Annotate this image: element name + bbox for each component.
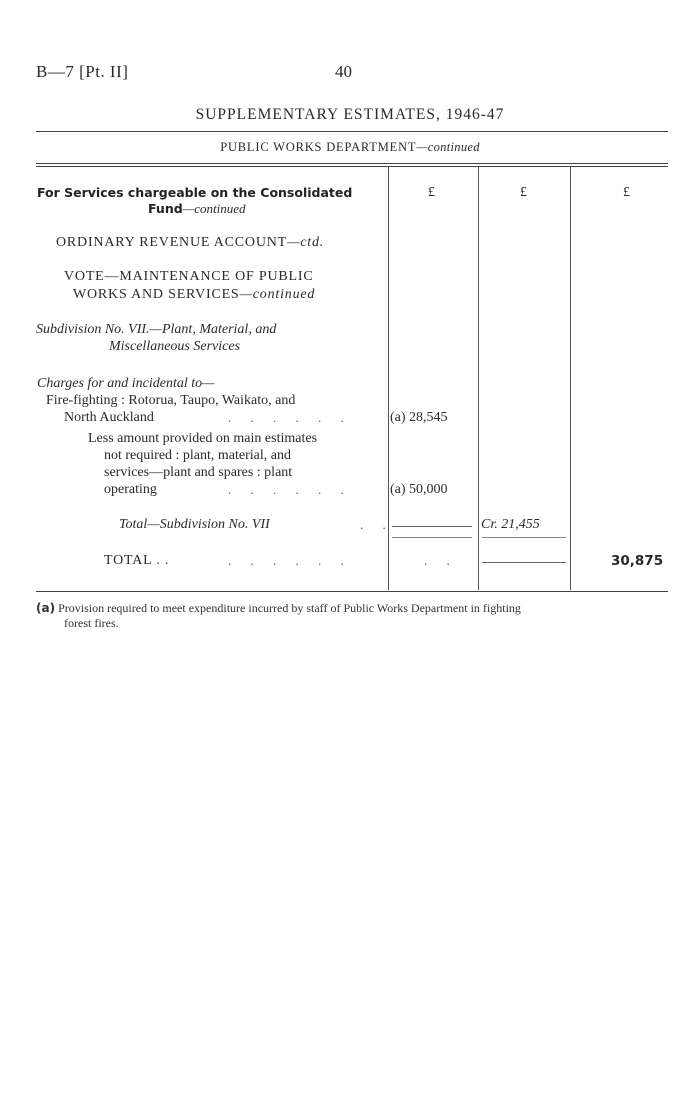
department-heading — [0, 140, 700, 155]
total-leader-dots: . . . . . . — [228, 553, 352, 568]
subtotal-leader-dots: . . — [360, 517, 394, 532]
table-top-rule — [36, 163, 668, 164]
total-col1-top-rule — [392, 537, 472, 538]
table-bottom-rule — [36, 591, 668, 592]
table-top-rule-double — [36, 166, 668, 167]
fire-fighting-amount: (a) 28,545 — [390, 410, 448, 425]
department-name: PUBLIC WORKS DEPARTMENT — [220, 140, 417, 154]
vote-heading-line2 — [73, 287, 315, 303]
account-heading — [56, 235, 324, 251]
subdivision-heading-line1: Subdivision No. VII.—Plant, Material, and — [36, 322, 277, 337]
column-3-currency: £ — [623, 185, 630, 200]
page-title: SUPPLEMENTARY ESTIMATES, 1946-47 — [195, 106, 505, 123]
vote-heading-line1: VOTE—MAINTENANCE OF PUBLIC — [64, 269, 314, 284]
title-rule — [36, 131, 668, 132]
fire-fighting-line2: North Auckland — [64, 410, 154, 425]
charges-heading: Charges for and incidental to— — [37, 376, 215, 391]
services-heading-line1: For Services chargeable on the Consolidated — [37, 185, 353, 200]
subtotal-amount — [481, 517, 540, 533]
column-2-currency: £ — [520, 185, 527, 200]
services-continued: —continued — [182, 201, 246, 216]
subtotal-credit-amount: Cr. 21,455 — [481, 517, 540, 532]
fire-fighting-leader-dots: . . . . . . — [228, 410, 352, 425]
footnote-line1 — [36, 601, 521, 616]
total-col2-rule — [482, 562, 566, 563]
less-amount-leader-dots: . . . . . . — [228, 482, 352, 497]
fire-fighting-line1: Fire-fighting : Rotorua, Taupo, Waikato, and — [46, 393, 296, 408]
column-divider-2 — [478, 166, 479, 590]
footnote-text: Provision required to meet expenditure incurred by staff of Public Works Department in fighting — [58, 601, 521, 615]
subdivision-heading-line2: Miscellaneous Services — [109, 339, 241, 354]
less-amount-line3: services—plant and spares : plant — [104, 465, 293, 480]
account-continued: —ctd. — [287, 235, 325, 250]
services-heading-line2 — [148, 200, 246, 218]
page-number: 40 — [335, 62, 352, 81]
services-fund: Fund — [148, 201, 183, 216]
document-reference: B—7 [Pt. II] — [36, 62, 129, 81]
department-continued: —continued — [416, 140, 480, 154]
column-divider-3 — [570, 166, 571, 590]
subtotal-label: Total—Subdivision No. VII — [119, 517, 270, 532]
less-amount-line4: operating — [104, 482, 157, 497]
less-amount-line2: not required : plant, material, and — [104, 448, 291, 463]
total-col2-top-rule — [482, 537, 566, 538]
account-name: ORDINARY REVENUE ACCOUNT — [56, 235, 288, 250]
vote-continued: —continued — [239, 287, 316, 302]
column-1-currency: £ — [428, 185, 435, 200]
less-amount-line1: Less amount provided on main estimates — [88, 431, 318, 446]
footnote-line2: forest fires. — [64, 616, 119, 630]
total-label: TOTAL . . — [104, 553, 170, 568]
vote-name: WORKS AND SERVICES — [73, 287, 240, 302]
footnote-mark: (a) — [36, 601, 56, 615]
subtotal-col1-rule — [392, 526, 472, 527]
total-col1-dots: . . — [424, 553, 458, 568]
total-amount: 30,875 — [611, 553, 664, 569]
less-amount-value: (a) 50,000 — [390, 482, 448, 497]
